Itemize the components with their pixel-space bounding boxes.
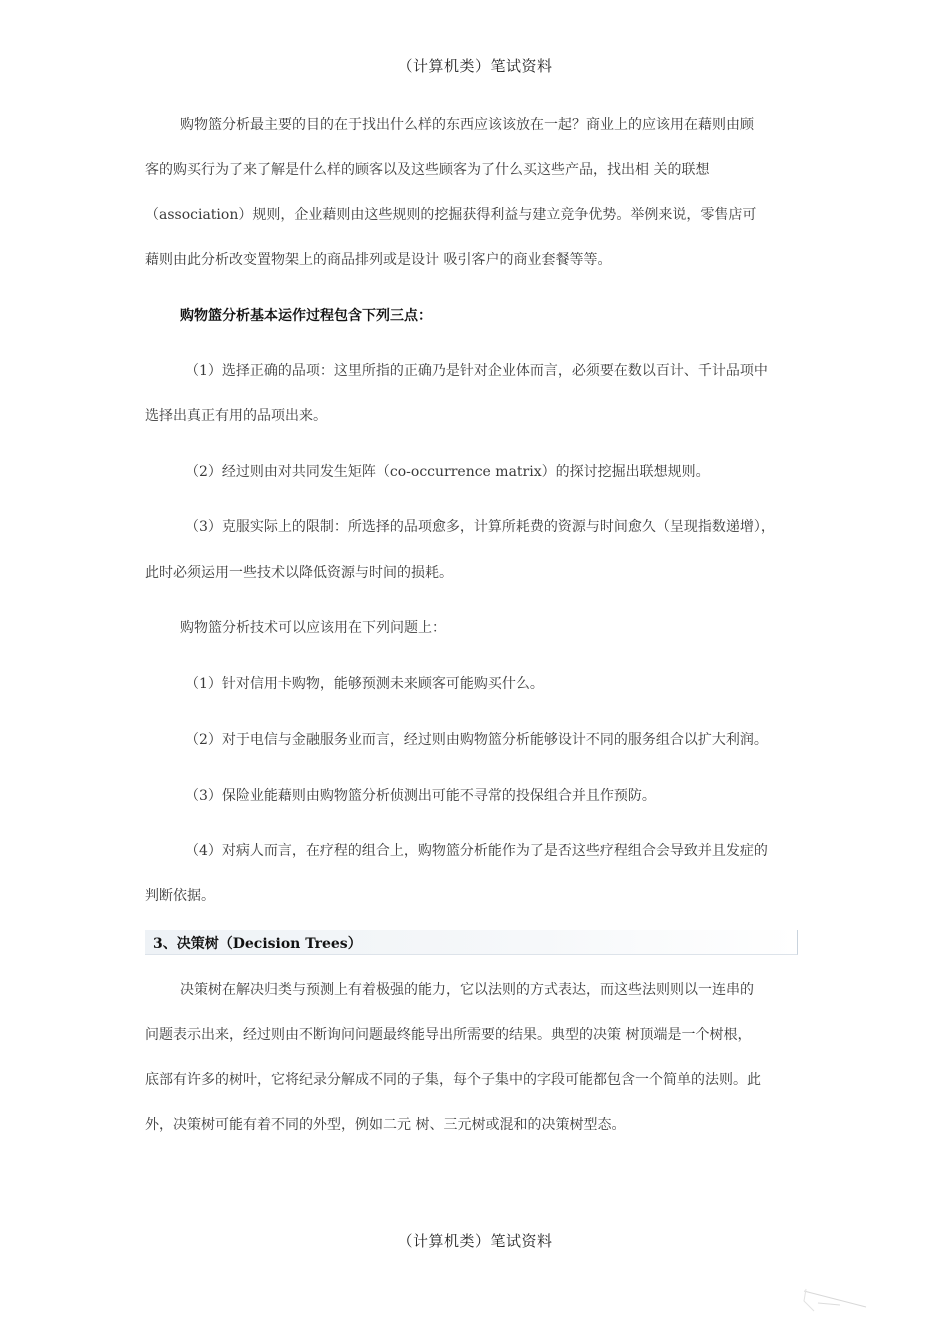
apply-item-1: （1）针对信用卡购物，能够预测未来顾客可能购买什么。 — [185, 676, 544, 692]
process-heading: 购物篮分析基本运作过程包含下列三点： — [180, 308, 432, 324]
apply-item-4-line-1: （4）对病人而言，在疗程的组合上，购物篮分析能作为了是否这些疗程组合会导致并且发症的 — [185, 843, 768, 859]
intro-line-4: 藉则由此分析改变置物架上的商品排列或是设计 吸引客户的商业套餐等等。 — [145, 252, 612, 268]
process-item-3-line-1: （3）克服实际上的限制：所选择的品项愈多，计算所耗费的资源与时间愈久（呈现指数递增）， — [185, 519, 775, 535]
apply-heading: 购物篮分析技术可以应该用在下列问题上： — [180, 620, 446, 636]
apply-item-4-line-2: 判断依据。 — [145, 888, 215, 904]
corner-stamp-icon — [800, 1285, 870, 1315]
process-item-1-line-1: （1）选择正确的品项：这里所指的正确乃是针对企业体而言，必须要在数以百计、千计品项中 — [185, 363, 768, 379]
intro-line-2: 客的购买行为了来了解是什么样的顾客以及这些顾客为了什么买这些产品，找出相 关的联想 — [145, 162, 710, 178]
decision-line-1: 决策树在解决归类与预测上有着极强的能力，它以法则的方式表达，而这些法则则以一连串的 — [180, 982, 754, 998]
intro-line-1: 购物篮分析最主要的目的在于找出什么样的东西应该该放在一起？商业上的应该用在藉则由顾 — [180, 117, 754, 133]
section-heading-bar — [145, 930, 798, 955]
intro-line-3: （association）规则，企业藉则由这些规则的挖掘获得利益与建立竞争优势。举例来说，零售店可 — [145, 207, 757, 223]
page-header: （计算机类）笔试资料 — [397, 57, 553, 75]
process-item-2: （2）经过则由对共同发生矩阵（co-occurrence matrix）的探讨挖掘出联想规则。 — [185, 464, 710, 480]
apply-item-3: （3）保险业能藉则由购物篮分析侦测出可能不寻常的投保组合并且作预防。 — [185, 788, 656, 804]
decision-line-2: 问题表示出来，经过则由不断询问问题最终能导出所需要的结果。典型的决策 树顶端是一个树根， — [145, 1027, 752, 1043]
decision-line-4: 外，决策树可能有着不同的外型，例如二元 树、三元树或混和的决策树型态。 — [145, 1117, 626, 1133]
process-item-3-line-2: 此时必须运用一些技术以降低资源与时间的损耗。 — [145, 565, 453, 581]
process-item-1-line-2: 选择出真正有用的品项出来。 — [145, 408, 327, 424]
section-title: 3、决策树（Decision Trees） — [153, 936, 362, 952]
decision-line-3: 底部有许多的树叶，它将纪录分解成不同的子集，每个子集中的字段可能都包含一个简单的法则。此 — [145, 1072, 761, 1088]
apply-item-2: （2）对于电信与金融服务业而言，经过则由购物篮分析能够设计不同的服务组合以扩大利润。 — [185, 732, 768, 748]
page-footer: （计算机类）笔试资料 — [397, 1232, 553, 1250]
